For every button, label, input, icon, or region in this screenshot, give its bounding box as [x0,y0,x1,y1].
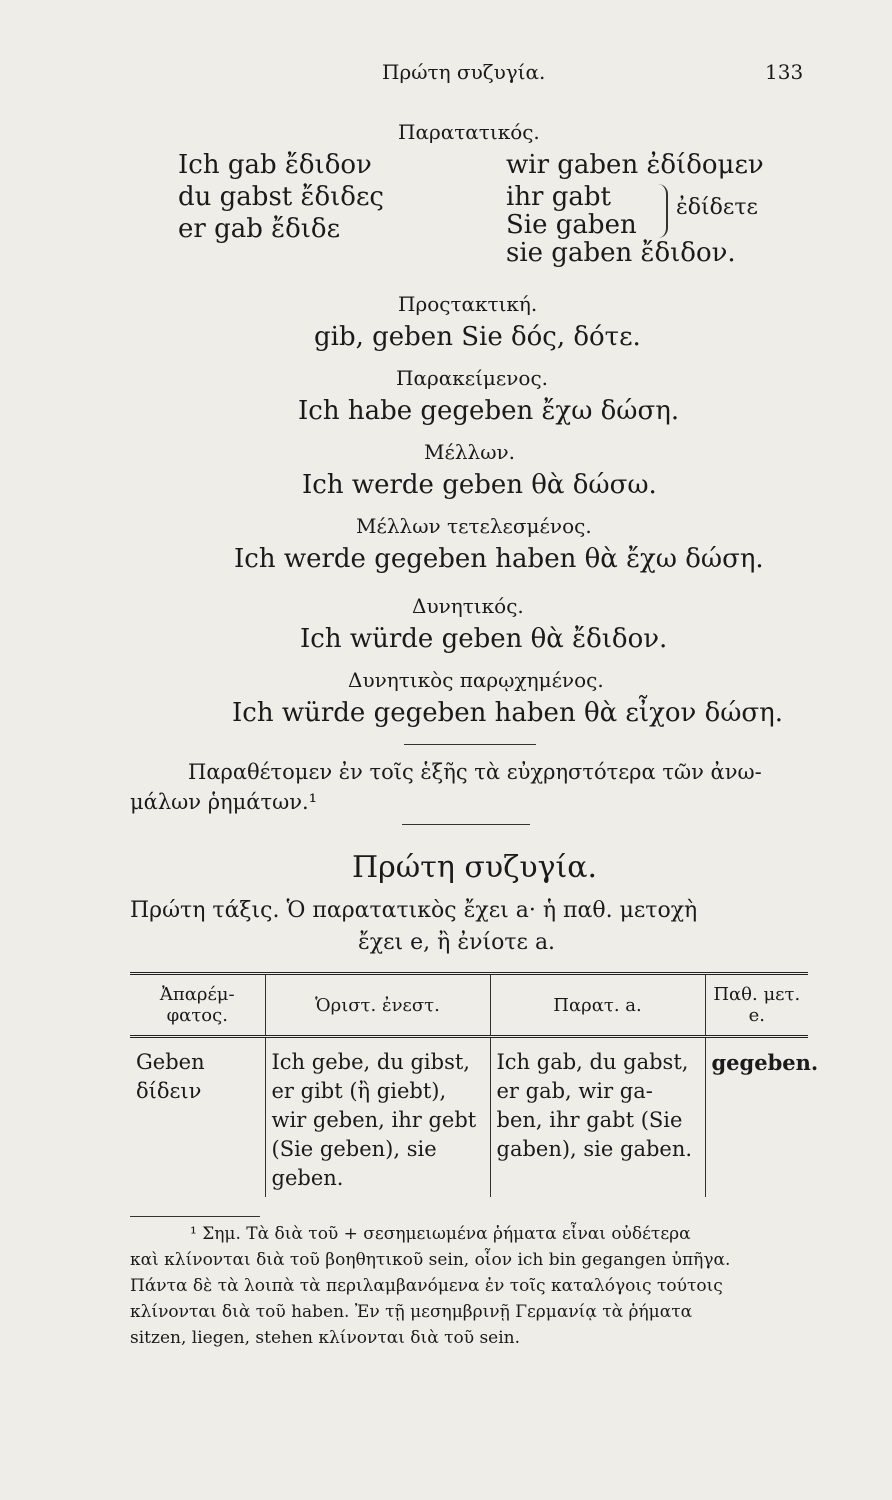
footnote-line-3: Πάντα δὲ τὰ λοιπὰ τὰ περιλαμβανόμενα ἐν τοῖς καταλόγοις τούτοις [130,1276,723,1296]
paratatikos-right-4: sie gaben ἔδιδον. [506,238,736,268]
cell-present: Ich gebe, du gibst, er gibt (ἢ giebt), wir geben, ihr gebt (Sie geben), sie geben. [265,1037,490,1198]
paratatikos-right-3: Sie gaben [506,210,637,240]
cell-infinitive: Geben δίδειν [136,1050,205,1103]
class-line-1: Πρώτη τάξις. Ὁ παρατατικὸς ἔχει a· ἡ παθ. μετοχὴ [130,898,698,923]
section-heading-5: Δυνητικός. [412,594,524,618]
section-heading-4: Μέλλων τετελεσμένος. [356,514,592,538]
brace [658,184,668,238]
conjugation-title: Πρώτη συζυγία. [352,850,598,885]
paratatikos-heading: Παρατατικός. [398,120,540,144]
footnote-line-1: ¹ Σημ. Τὰ διὰ τοῦ + σεσημειωμένα ῥήματα εἶναι οὐδέτερα [190,1224,691,1244]
class-line-2: ἔχει e, ἢ ἐνίοτε a. [358,930,556,955]
footnote-line-4: κλίνονται διὰ τοῦ haben. Ἐν τῇ μεσημβρινῇ Γερμανίᾳ τὰ ῥήματα [130,1302,693,1322]
paratatikos-left-3: er gab ἔδιδε [178,214,341,244]
section-heading-1: Προςτακτική. [398,292,538,316]
paratatikos-right-1: wir gaben ἐδίδομεν [506,150,764,180]
section-line-2: Ich habe gegeben ἔχω δώση. [298,396,680,426]
footnote-line-5: sitzen, liegen, stehen κλίνονται διὰ τοῦ sein. [130,1328,521,1348]
section-heading-6: Δυνητικὸς παρῳχημένος. [348,668,604,692]
paratatikos-left-2: du gabst ἔδιδες [178,182,384,212]
header-participle: Παθ. μετ. e. [705,974,808,1037]
running-title: Πρώτη συζυγία. [382,60,546,84]
divider-rule [402,824,530,825]
cell-participle: gegeben. [705,1037,808,1198]
header-present: Ὁριστ. ἐνεστ. [265,974,490,1037]
table-row [130,1037,808,1198]
header-imperfect: Παρατ. a. [490,974,705,1037]
page-number: 133 [765,60,804,84]
intro-line-1: Παραθέτομεν ἐν τοῖς ἑξῆς τὰ εὐχρηστότερα τῶν ἀνω- [188,760,762,784]
section-line-5: Ich würde geben θὰ ἔδιδον. [300,624,668,654]
paratatikos-left-1: Ich gab ἔδιδον [178,150,372,180]
section-line-4: Ich werde gegeben haben θὰ ἔχω δώση. [234,544,764,574]
intro-line-2: μάλων ῥημάτων.¹ [130,790,318,814]
section-line-1: gib, geben Sie δός, δότε. [314,322,641,352]
section-line-6: Ich würde gegeben haben θὰ εἶχον δώση. [232,698,784,728]
paratatikos-right-2: ihr gabt [506,182,611,212]
header-infinitive: Ἀπαρέμ- φατος. [130,974,265,1037]
section-line-3: Ich werde geben θὰ δώσω. [302,470,657,500]
table-header-row [130,974,808,1037]
cell-imperfect: Ich gab, du gabst, er gab, wir ga- ben, ihr gabt (Sie gaben), sie gaben. [490,1037,705,1198]
section-heading-2: Παρακείμενος. [396,366,549,390]
section-heading-3: Μέλλων. [424,440,516,464]
footnote-line-2: καὶ κλίνονται διὰ τοῦ βοηθητικοῦ sein, οἷον ich bin gegangen ὑπῆγα. [130,1250,731,1270]
footnote-rule [130,1216,260,1217]
conjugation-table [130,972,819,1197]
paratatikos-brace-greek: ἐδίδετε [676,195,758,220]
divider-rule [404,744,536,745]
